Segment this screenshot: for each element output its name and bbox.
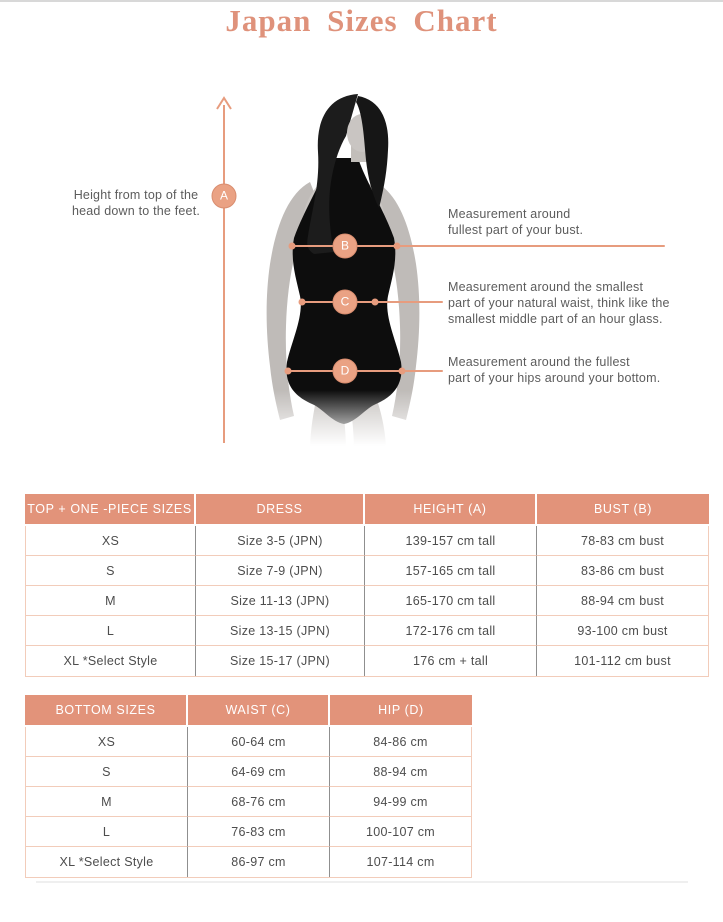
page-title: Japan Sizes Chart: [225, 3, 498, 38]
height-cell: 172-176 cm tall: [365, 616, 537, 646]
measure-dot: [285, 368, 292, 375]
column-header: WAIST (C): [188, 695, 330, 725]
size-cell: S: [26, 757, 188, 787]
bust-note: [448, 206, 583, 238]
note-line: Measurement around: [448, 207, 571, 221]
top-divider: [0, 0, 723, 2]
table-row: [26, 787, 471, 817]
dress-cell: Size 13-15 (JPN): [196, 616, 365, 646]
marker-b: B: [333, 234, 358, 259]
bust-cell: 83-86 cm bust: [537, 556, 708, 586]
bust-cell: 78-83 cm bust: [537, 526, 708, 556]
note-line: part of your natural waist, think like the: [448, 296, 670, 310]
column-header: HIP (D): [330, 695, 472, 725]
table-row: [26, 556, 708, 586]
hip-cell: 100-107 cm: [330, 817, 471, 847]
model-photo: [258, 92, 448, 452]
hip-measure-line: [288, 370, 443, 372]
dress-cell: Size 7-9 (JPN): [196, 556, 365, 586]
hip-cell: 88-94 cm: [330, 757, 471, 787]
table-row: [26, 817, 471, 847]
note-line: Measurement around the fullest: [448, 355, 630, 369]
note-line: smallest middle part of an hour glass.: [448, 312, 663, 326]
waist-cell: 64-69 cm: [188, 757, 330, 787]
marker-c: C: [333, 290, 358, 315]
hip-note: [448, 354, 660, 386]
column-header: HEIGHT (A): [365, 494, 537, 524]
size-cell: M: [26, 787, 188, 817]
height-cell: 139-157 cm tall: [365, 526, 537, 556]
waist-cell: 76-83 cm: [188, 817, 330, 847]
hip-cell: 84-86 cm: [330, 727, 471, 757]
table-row: [26, 586, 708, 616]
table-row: [26, 847, 471, 877]
size-cell: XS: [26, 526, 196, 556]
dress-cell: Size 3-5 (JPN): [196, 526, 365, 556]
waist-cell: 68-76 cm: [188, 787, 330, 817]
measure-dot: [399, 368, 406, 375]
hip-cell: 94-99 cm: [330, 787, 471, 817]
height-arrow-icon: [215, 95, 233, 445]
measure-dot: [289, 243, 296, 250]
top-sizes-table: [25, 494, 709, 677]
bottom-sizes-table: [25, 695, 472, 878]
size-cell: L: [26, 616, 196, 646]
waist-note: [448, 279, 670, 327]
marker-a: A: [212, 184, 237, 209]
column-header: TOP + ONE -PIECE SIZES: [25, 494, 196, 524]
height-cell: 157-165 cm tall: [365, 556, 537, 586]
waist-cell: 86-97 cm: [188, 847, 330, 877]
table-body: [25, 526, 709, 677]
marker-d: D: [333, 359, 358, 384]
height-cell: 165-170 cm tall: [365, 586, 537, 616]
bust-cell: 101-112 cm bust: [574, 654, 671, 668]
size-cell: M: [26, 586, 196, 616]
bottom-divider: [36, 881, 688, 883]
bust-cell: 93-100 cm bust: [537, 616, 708, 646]
column-header: BUST (B): [537, 494, 709, 524]
table-row: [26, 526, 708, 556]
note-line: head down to the feet.: [71, 204, 201, 218]
table-body: [25, 727, 472, 878]
table-row: [26, 616, 708, 646]
note-line: Height from top of the: [73, 188, 199, 202]
measure-dot: [394, 243, 401, 250]
table-header-row: [25, 695, 472, 727]
table-row: [26, 646, 708, 676]
table-header-row: [25, 494, 709, 526]
column-header: DRESS: [196, 494, 365, 524]
size-cell: L: [26, 817, 188, 847]
hip-cell: 107-114 cm: [366, 855, 435, 869]
bust-cell: 88-94 cm bust: [537, 586, 708, 616]
column-header: BOTTOM SIZES: [25, 695, 188, 725]
size-cell: XL *Select Style: [26, 847, 188, 877]
size-cell: S: [26, 556, 196, 586]
size-cell: XS: [26, 727, 188, 757]
note-line: part of your hips around your bottom.: [448, 371, 661, 385]
note-line: Measurement around the smallest: [448, 280, 644, 294]
measure-dot: [299, 299, 306, 306]
note-line: fullest part of your bust.: [448, 223, 584, 237]
measure-dot: [372, 299, 379, 306]
height-cell: 176 cm + tall: [365, 646, 537, 676]
height-note: [56, 187, 216, 219]
dress-cell: Size 11-13 (JPN): [196, 586, 365, 616]
dress-cell: Size 15-17 (JPN): [196, 646, 365, 676]
table-row: [26, 727, 471, 757]
table-row: [26, 757, 471, 787]
waist-cell: 60-64 cm: [188, 727, 330, 757]
size-cell: XL *Select Style: [26, 646, 196, 676]
